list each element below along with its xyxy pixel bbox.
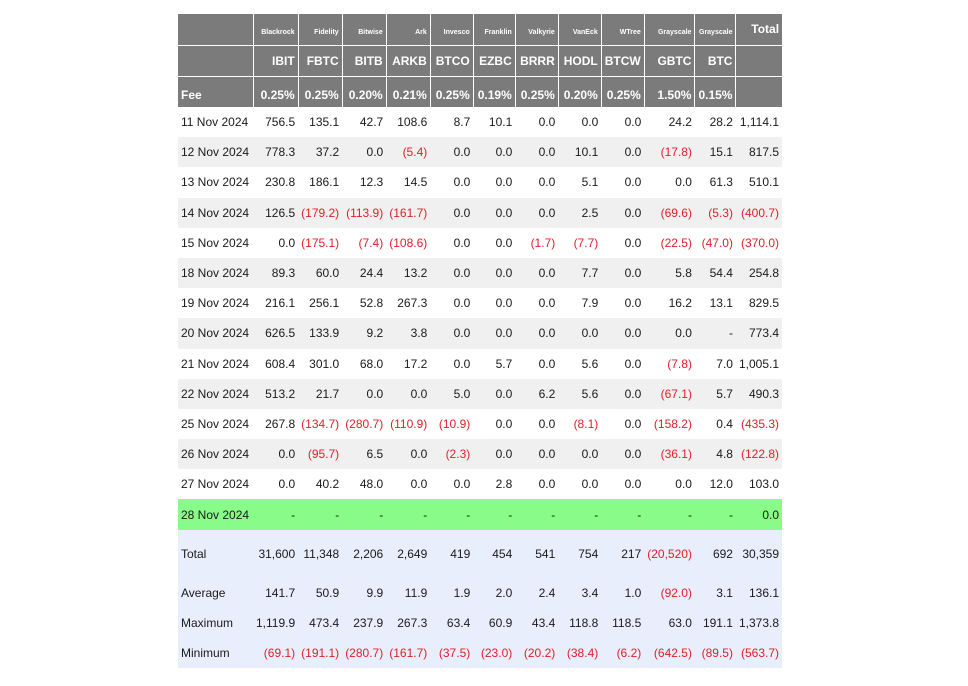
summary-cell: 136.1 (736, 578, 782, 608)
flow-cell: - (644, 499, 695, 529)
summary-cell: (92.0) (644, 578, 695, 608)
flow-cell: (7.4) (342, 228, 386, 258)
flow-cell: 0.0 (473, 318, 515, 348)
flow-cell: 0.0 (386, 469, 430, 499)
row-total-cell: (435.3) (736, 409, 782, 439)
flow-cell: (67.1) (644, 379, 695, 409)
flow-cell: 10.1 (473, 107, 515, 137)
row-total-cell: 0.0 (736, 499, 782, 529)
flow-cell: 0.0 (601, 107, 644, 137)
fee-header: 0.25% (601, 76, 644, 107)
flow-cell: 267.8 (253, 409, 298, 439)
ticker-header: GBTC (644, 45, 695, 76)
flow-cell: 0.0 (558, 469, 601, 499)
flow-cell: 14.5 (386, 167, 430, 197)
table-row (178, 228, 782, 258)
flow-cell: 0.0 (473, 288, 515, 318)
flow-cell: 5.6 (558, 379, 601, 409)
summary-cell: 419 (430, 530, 473, 578)
flow-cell: 10.1 (558, 137, 601, 167)
flow-cell: 0.0 (515, 318, 558, 348)
flow-cell: 0.0 (430, 137, 473, 167)
flow-cell: 4.8 (695, 439, 736, 469)
row-total-cell: (400.7) (736, 198, 782, 228)
flow-cell: (22.5) (644, 228, 695, 258)
flow-cell: (8.1) (558, 409, 601, 439)
ticker-header: IBIT (253, 45, 298, 76)
summary-label: Total (178, 530, 253, 578)
table-row (178, 107, 782, 137)
summary-cell: (563.7) (736, 638, 782, 668)
summary-cell: (37.5) (430, 638, 473, 668)
flow-cell: (10.9) (430, 409, 473, 439)
summary-cell: 541 (515, 530, 558, 578)
table-row (178, 469, 782, 499)
row-total-cell: 510.1 (736, 167, 782, 197)
flow-cell: 15.1 (695, 137, 736, 167)
flow-cell: - (298, 499, 342, 529)
flow-cell: 0.0 (430, 167, 473, 197)
row-date: 22 Nov 2024 (178, 379, 253, 409)
flow-cell: 0.0 (386, 379, 430, 409)
flow-cell: - (695, 499, 736, 529)
flow-cell: 9.2 (342, 318, 386, 348)
summary-cell: 118.8 (558, 608, 601, 638)
row-total-cell: 490.3 (736, 379, 782, 409)
flow-cell: 0.0 (644, 318, 695, 348)
flow-cell: 216.1 (253, 288, 298, 318)
total-header: Total (736, 14, 782, 45)
flow-cell: (280.7) (342, 409, 386, 439)
fee-header: 1.50% (644, 76, 695, 107)
summary-row (178, 638, 782, 668)
etf-flows-table (178, 14, 782, 668)
summary-cell: 473.4 (298, 608, 342, 638)
flow-cell: 6.5 (342, 439, 386, 469)
table-row (178, 198, 782, 228)
flow-cell: 17.2 (386, 349, 430, 379)
summary-cell: 1.0 (601, 578, 644, 608)
flow-cell: (2.3) (430, 439, 473, 469)
fee-header: 0.19% (473, 76, 515, 107)
flow-cell: - (386, 499, 430, 529)
issuer-header: Bitwise (342, 14, 386, 45)
summary-cell: 11.9 (386, 578, 430, 608)
header-corner (178, 45, 253, 76)
flow-cell: 0.0 (601, 379, 644, 409)
summary-cell: 237.9 (342, 608, 386, 638)
flow-cell: 0.0 (601, 439, 644, 469)
summary-cell: 141.7 (253, 578, 298, 608)
flow-cell: 108.6 (386, 107, 430, 137)
flow-cell: (17.8) (644, 137, 695, 167)
table-row (178, 409, 782, 439)
flow-cell: 2.8 (473, 469, 515, 499)
flow-cell: - (342, 499, 386, 529)
flow-cell: 0.0 (473, 167, 515, 197)
flow-cell: 0.0 (558, 318, 601, 348)
flow-cell: 135.1 (298, 107, 342, 137)
flow-cell: 0.0 (473, 409, 515, 439)
summary-cell: 60.9 (473, 608, 515, 638)
issuer-header: VanEck (558, 14, 601, 45)
issuer-header: Blackrock (253, 14, 298, 45)
flow-cell: 0.0 (601, 167, 644, 197)
flow-cell: 0.0 (515, 198, 558, 228)
summary-cell: 3.1 (695, 578, 736, 608)
ticker-header: BTCW (601, 45, 644, 76)
flow-cell: 89.3 (253, 258, 298, 288)
row-total-cell: 1,114.1 (736, 107, 782, 137)
flow-cell: 0.0 (515, 258, 558, 288)
ticker-header: EZBC (473, 45, 515, 76)
flow-cell: (69.6) (644, 198, 695, 228)
flow-cell: 0.0 (515, 137, 558, 167)
flow-cell: 0.0 (473, 137, 515, 167)
flow-cell: - (601, 499, 644, 529)
flow-cell: 0.0 (558, 107, 601, 137)
flow-cell: (175.1) (298, 228, 342, 258)
flow-cell: 54.4 (695, 258, 736, 288)
row-total-cell: 817.5 (736, 137, 782, 167)
flow-cell: 0.0 (473, 228, 515, 258)
ticker-header: FBTC (298, 45, 342, 76)
issuer-header: Ark (386, 14, 430, 45)
table-row (178, 137, 782, 167)
flow-cell: 61.3 (695, 167, 736, 197)
summary-cell: (20.2) (515, 638, 558, 668)
header-blank (736, 76, 782, 107)
flow-cell: 13.2 (386, 258, 430, 288)
flow-cell: 7.9 (558, 288, 601, 318)
table-body (178, 14, 782, 668)
flow-cell: - (558, 499, 601, 529)
flow-cell: 0.0 (558, 439, 601, 469)
flow-cell: 0.0 (253, 439, 298, 469)
flow-cell: 0.0 (601, 409, 644, 439)
row-date: 14 Nov 2024 (178, 198, 253, 228)
flow-cell: 0.0 (601, 258, 644, 288)
flow-cell: 5.1 (558, 167, 601, 197)
fee-header: 0.25% (253, 76, 298, 107)
flow-cell: (158.2) (644, 409, 695, 439)
flow-cell: 0.0 (515, 439, 558, 469)
flow-cell: 28.2 (695, 107, 736, 137)
fee-header: 0.25% (515, 76, 558, 107)
flow-cell: 626.5 (253, 318, 298, 348)
flow-cell: 0.0 (430, 349, 473, 379)
flow-cell: (110.9) (386, 409, 430, 439)
flow-cell: 13.1 (695, 288, 736, 318)
row-date: 18 Nov 2024 (178, 258, 253, 288)
flow-cell: 0.0 (515, 469, 558, 499)
summary-cell: 2,206 (342, 530, 386, 578)
row-date: 25 Nov 2024 (178, 409, 253, 439)
flow-cell: 0.0 (644, 167, 695, 197)
flow-cell: 5.0 (430, 379, 473, 409)
flow-cell: 0.0 (342, 137, 386, 167)
summary-cell: (38.4) (558, 638, 601, 668)
row-date: 26 Nov 2024 (178, 439, 253, 469)
summary-cell: (69.1) (253, 638, 298, 668)
flow-cell: (5.3) (695, 198, 736, 228)
flow-cell: 6.2 (515, 379, 558, 409)
ticker-header: BITB (342, 45, 386, 76)
fee-label: Fee (178, 76, 253, 107)
summary-cell: 2.0 (473, 578, 515, 608)
flow-cell: (113.9) (342, 198, 386, 228)
summary-cell: 191.1 (695, 608, 736, 638)
flow-cell: 60.0 (298, 258, 342, 288)
flow-cell: 68.0 (342, 349, 386, 379)
flow-cell: 24.2 (644, 107, 695, 137)
summary-cell: 754 (558, 530, 601, 578)
flow-cell: (108.6) (386, 228, 430, 258)
flow-cell: 5.7 (695, 379, 736, 409)
row-total-cell: 773.4 (736, 318, 782, 348)
issuer-header: Valkyrie (515, 14, 558, 45)
flow-cell: 0.0 (515, 107, 558, 137)
flow-cell: - (473, 499, 515, 529)
summary-cell: 50.9 (298, 578, 342, 608)
summary-cell: (23.0) (473, 638, 515, 668)
flow-cell: 0.0 (386, 439, 430, 469)
table-row (178, 288, 782, 318)
summary-cell: 217 (601, 530, 644, 578)
flow-cell: (47.0) (695, 228, 736, 258)
row-date: 15 Nov 2024 (178, 228, 253, 258)
row-date: 19 Nov 2024 (178, 288, 253, 318)
summary-cell: 63.0 (644, 608, 695, 638)
summary-label: Maximum (178, 608, 253, 638)
summary-cell: 2,649 (386, 530, 430, 578)
flow-cell: 24.4 (342, 258, 386, 288)
summary-cell: (20,520) (644, 530, 695, 578)
flow-cell: - (695, 318, 736, 348)
flow-cell: 0.0 (342, 379, 386, 409)
flow-cell: 133.9 (298, 318, 342, 348)
flow-cell: 0.0 (601, 349, 644, 379)
table-row (178, 318, 782, 348)
fee-header: 0.15% (695, 76, 736, 107)
row-total-cell: (122.8) (736, 439, 782, 469)
flow-cell: 0.0 (473, 379, 515, 409)
row-total-cell: 829.5 (736, 288, 782, 318)
flow-cell: 0.0 (644, 469, 695, 499)
flow-cell: 0.0 (430, 469, 473, 499)
ticker-header: ARKB (386, 45, 430, 76)
flow-cell: 0.0 (601, 469, 644, 499)
flow-cell: 12.0 (695, 469, 736, 499)
flow-cell: (7.7) (558, 228, 601, 258)
summary-cell: 1.9 (430, 578, 473, 608)
summary-cell: 1,373.8 (736, 608, 782, 638)
flow-cell: 0.0 (430, 198, 473, 228)
flow-cell: 48.0 (342, 469, 386, 499)
summary-cell: 118.5 (601, 608, 644, 638)
flow-cell: 0.4 (695, 409, 736, 439)
fee-header: 0.20% (558, 76, 601, 107)
summary-cell: 31,600 (253, 530, 298, 578)
summary-cell: (191.1) (298, 638, 342, 668)
summary-cell: 692 (695, 530, 736, 578)
header-blank (736, 45, 782, 76)
flow-cell: 608.4 (253, 349, 298, 379)
flow-cell: 778.3 (253, 137, 298, 167)
table-row (178, 167, 782, 197)
fee-header: 0.21% (386, 76, 430, 107)
flow-cell: 8.7 (430, 107, 473, 137)
fee-header-row (178, 76, 782, 107)
row-date: 28 Nov 2024 (178, 499, 253, 529)
flow-cell: 301.0 (298, 349, 342, 379)
issuer-header: Grayscale (644, 14, 695, 45)
summary-cell: 3.4 (558, 578, 601, 608)
row-date: 13 Nov 2024 (178, 167, 253, 197)
flow-cell: 186.1 (298, 167, 342, 197)
flow-cell: 0.0 (473, 198, 515, 228)
flow-cell: 0.0 (253, 228, 298, 258)
row-date: 20 Nov 2024 (178, 318, 253, 348)
flow-cell: 12.3 (342, 167, 386, 197)
flow-cell: 0.0 (430, 288, 473, 318)
table-row (178, 379, 782, 409)
flow-cell: 0.0 (430, 258, 473, 288)
flow-cell: 5.6 (558, 349, 601, 379)
table-row (178, 349, 782, 379)
flow-cell: 42.7 (342, 107, 386, 137)
summary-cell: 11,348 (298, 530, 342, 578)
ticker-header: BTCO (430, 45, 473, 76)
flow-cell: 0.0 (515, 409, 558, 439)
fee-header: 0.20% (342, 76, 386, 107)
row-date: 11 Nov 2024 (178, 107, 253, 137)
flow-cell: 5.7 (473, 349, 515, 379)
summary-cell: (89.5) (695, 638, 736, 668)
issuer-header: Fidelity (298, 14, 342, 45)
flow-cell: 256.1 (298, 288, 342, 318)
flow-cell: 0.0 (430, 228, 473, 258)
flow-cell: (134.7) (298, 409, 342, 439)
flow-cell: 5.8 (644, 258, 695, 288)
flow-cell: 7.0 (695, 349, 736, 379)
flow-cell: 0.0 (515, 288, 558, 318)
summary-cell: (6.2) (601, 638, 644, 668)
ticker-header: BTC (695, 45, 736, 76)
row-total-cell: (370.0) (736, 228, 782, 258)
flow-cell: (7.8) (644, 349, 695, 379)
table-row (178, 258, 782, 288)
flow-cell: (95.7) (298, 439, 342, 469)
summary-cell: 9.9 (342, 578, 386, 608)
flow-cell: 0.0 (601, 318, 644, 348)
flow-cell: 0.0 (601, 198, 644, 228)
ticker-header: BRRR (515, 45, 558, 76)
flow-cell: 2.5 (558, 198, 601, 228)
flow-cell: 267.3 (386, 288, 430, 318)
summary-cell: (280.7) (342, 638, 386, 668)
summary-label: Average (178, 578, 253, 608)
flow-cell: 0.0 (515, 349, 558, 379)
flow-cell: 0.0 (601, 288, 644, 318)
summary-row (178, 530, 782, 578)
flow-cell: (36.1) (644, 439, 695, 469)
row-total-cell: 1,005.1 (736, 349, 782, 379)
flow-cell: - (515, 499, 558, 529)
flow-cell: 16.2 (644, 288, 695, 318)
flow-cell: 0.0 (601, 228, 644, 258)
summary-cell: 267.3 (386, 608, 430, 638)
summary-cell: 2.4 (515, 578, 558, 608)
row-date: 27 Nov 2024 (178, 469, 253, 499)
row-date: 12 Nov 2024 (178, 137, 253, 167)
flow-cell: 40.2 (298, 469, 342, 499)
issuer-header: Grayscale (695, 14, 736, 45)
row-total-cell: 254.8 (736, 258, 782, 288)
flow-cell: 126.5 (253, 198, 298, 228)
table-row (178, 439, 782, 469)
flow-cell: 0.0 (515, 167, 558, 197)
summary-cell: 63.4 (430, 608, 473, 638)
flow-cell: 7.7 (558, 258, 601, 288)
row-total-cell: 103.0 (736, 469, 782, 499)
summary-cell: (161.7) (386, 638, 430, 668)
flow-cell: 230.8 (253, 167, 298, 197)
issuer-header: Franklin (473, 14, 515, 45)
flow-cell: 3.8 (386, 318, 430, 348)
row-date: 21 Nov 2024 (178, 349, 253, 379)
flow-cell: 0.0 (430, 318, 473, 348)
flow-cell: (179.2) (298, 198, 342, 228)
header-corner (178, 14, 253, 45)
summary-cell: 1,119.9 (253, 608, 298, 638)
flow-cell: 756.5 (253, 107, 298, 137)
flow-cell: - (430, 499, 473, 529)
flow-cell: 21.7 (298, 379, 342, 409)
flow-cell: 37.2 (298, 137, 342, 167)
summary-cell: (642.5) (644, 638, 695, 668)
summary-cell: 30,359 (736, 530, 782, 578)
issuer-header-row (178, 14, 782, 45)
flow-cell: 0.0 (473, 258, 515, 288)
issuer-header: Invesco (430, 14, 473, 45)
flow-cell: (1.7) (515, 228, 558, 258)
fee-header: 0.25% (430, 76, 473, 107)
flow-cell: 0.0 (601, 137, 644, 167)
flow-cell: 513.2 (253, 379, 298, 409)
ticker-header: HODL (558, 45, 601, 76)
summary-row (178, 578, 782, 608)
flow-cell: (5.4) (386, 137, 430, 167)
summary-cell: 454 (473, 530, 515, 578)
flow-cell: 0.0 (253, 469, 298, 499)
flow-cell: (161.7) (386, 198, 430, 228)
flow-cell: 0.0 (473, 439, 515, 469)
summary-cell: 43.4 (515, 608, 558, 638)
summary-row (178, 608, 782, 638)
table-row (178, 499, 782, 529)
ticker-header-row (178, 45, 782, 76)
fee-header: 0.25% (298, 76, 342, 107)
issuer-header: WTree (601, 14, 644, 45)
flow-cell: 52.8 (342, 288, 386, 318)
flow-cell: - (253, 499, 298, 529)
summary-label: Minimum (178, 638, 253, 668)
